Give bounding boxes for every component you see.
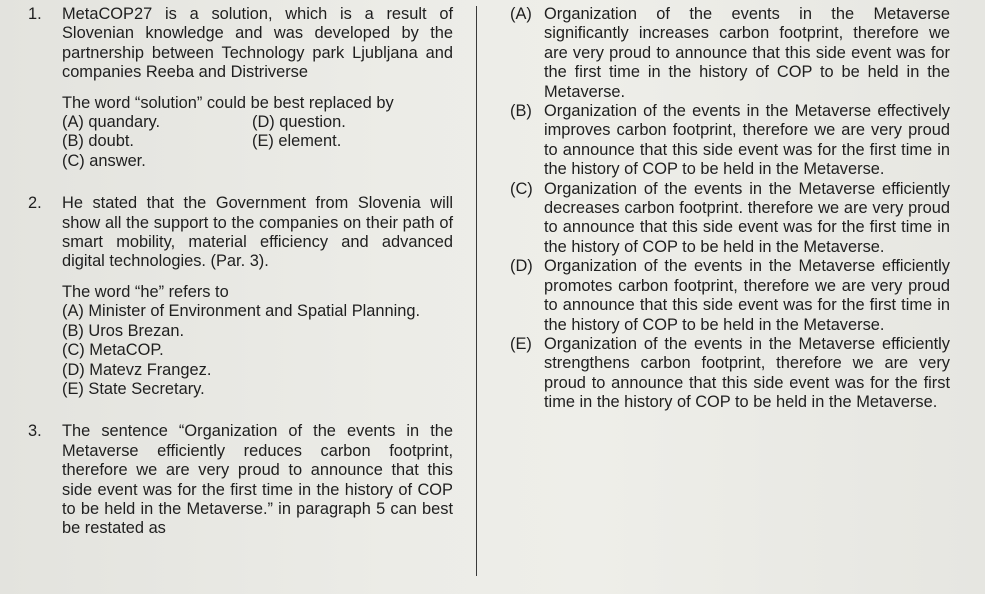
option-c[interactable]: (C) MetaCOP.: [62, 341, 164, 360]
option-label: (B): [510, 102, 532, 121]
option-a[interactable]: (A) Minister of Environment and Spatial Planning.: [62, 302, 421, 321]
question-text: The sentence “Organization of the events in the Metaverse efficiently reduces carbon footprint, therefore we are very proud to announce that this side event was for the first time in the history of COP to be held in the Metaverse.” in paragraph 5 can best be restated as: [62, 422, 453, 538]
question-2: [28, 194, 453, 272]
right-column: [510, 5, 950, 413]
option-d[interactable]: (D) question.: [252, 113, 346, 132]
option-c[interactable]: (C) answer.: [62, 151, 146, 170]
option-e[interactable]: (E) State Secretary.: [62, 379, 205, 398]
question-stem: The word “he” refers to: [62, 282, 229, 301]
question-number: 1.: [28, 5, 42, 23]
option-text: Organization of the events in the Metaverse efficiently promotes carbon footprint, therefore we are very proud to announce that this side event was for the first time in the history of COP to be held in the Metaverse.: [544, 257, 950, 334]
question-number: 2.: [28, 194, 42, 213]
question-text: He stated that the Government from Slovenia will show all the support to the companies on their path of smart mobility, material efficiency and advanced digital technologies. (Par. 3).: [62, 194, 453, 271]
question-3: [28, 422, 453, 538]
left-column: [28, 5, 453, 539]
option-text: Organization of the events in the Metaverse efficiently decreases carbon footprint. therefore we are very proud to announce that this side event was for the first time in the history of COP to be held in the Metaverse.: [544, 179, 950, 256]
question-1: [28, 5, 453, 83]
question-1-options: [28, 113, 453, 171]
option-c[interactable]: [510, 180, 950, 258]
option-text: Organization of the events in the Metaverse significantly increases carbon footprint, therefore we are very proud to announce that this side event was for the first time in the history of COP to be held in the Metaverse.: [544, 5, 950, 101]
option-d[interactable]: [510, 257, 950, 335]
question-stem: The word “solution” could be best replaced by: [62, 93, 394, 112]
option-a[interactable]: (A) quandary.: [62, 113, 161, 132]
column-divider: [476, 6, 477, 576]
option-d[interactable]: (D) Matevz Frangez.: [62, 360, 212, 379]
option-b[interactable]: (B) Uros Brezan.: [62, 321, 185, 340]
option-label: (C): [510, 179, 533, 198]
option-e[interactable]: (E) element.: [252, 132, 342, 151]
option-text: Organization of the events in the Metaverse efficiently strengthens carbon footprint, therefore we are very proud to announce that this side event was for the first time in the history of COP to be held in the Metaverse.: [544, 334, 950, 412]
option-label: (E): [510, 334, 532, 353]
option-e[interactable]: [510, 335, 950, 413]
question-number: 3.: [28, 422, 42, 441]
option-a[interactable]: [510, 5, 950, 102]
option-b[interactable]: [510, 102, 950, 180]
option-text: Organization of the events in the Metaverse effectively improves carbon footprint, therefore we are very proud to announce that this side event was for the first time in the history of COP to be held in the Metaverse.: [544, 102, 950, 179]
question-text: MetaCOP27 is a solution, which is a result of Slovenian knowledge and was developed by the partnership between Technology park Ljubljana and companies Reeba and Distriverse: [62, 5, 453, 82]
option-label: (D): [510, 257, 533, 276]
option-b[interactable]: (B) doubt.: [62, 132, 134, 151]
option-label: (A): [510, 5, 532, 23]
question-2-options: [28, 302, 453, 399]
